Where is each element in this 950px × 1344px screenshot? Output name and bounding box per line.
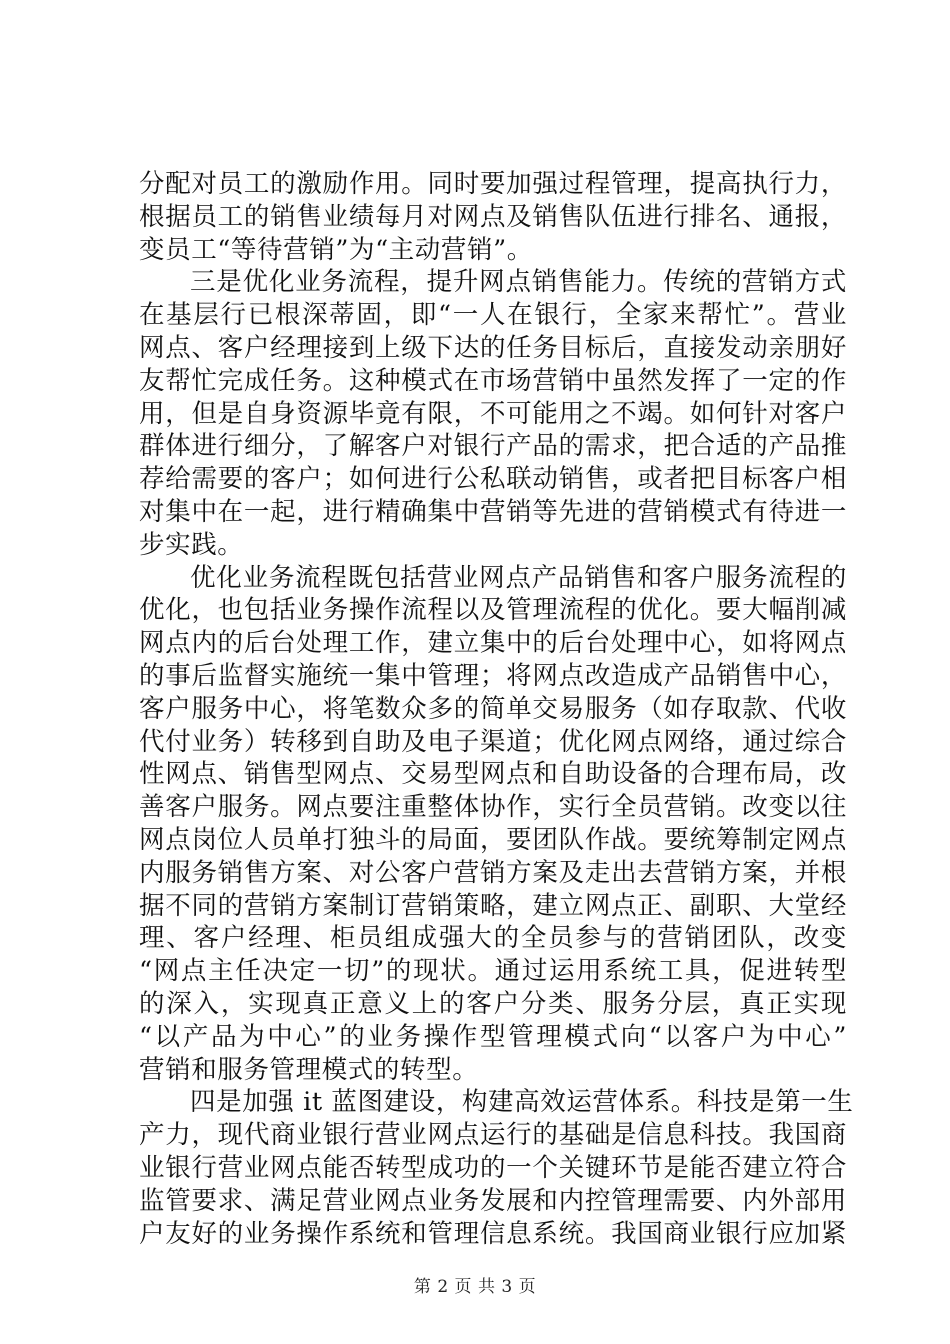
- text-line: 优化，也包括业务操作流程以及管理流程的优化。要大幅削减: [139, 595, 847, 626]
- paragraph: [139, 266, 847, 561]
- text-line: 四是加强 it 蓝图建设，构建高效运营体系。科技是第一生: [190, 1087, 854, 1118]
- text-line: 内服务销售方案、对公客户营销方案及走出去营销方案，并根: [139, 857, 847, 888]
- text-line: 营销和服务管理模式的转型。: [139, 1054, 479, 1085]
- text-line: 户友好的业务操作系统和管理信息系统。我国商业银行应加紧: [139, 1218, 847, 1249]
- text-line: 的深入，实现真正意义上的客户分类、服务分层，真正实现: [139, 988, 847, 1019]
- paragraph: [139, 562, 847, 1087]
- text-line: 理、客户经理、柜员组成强大的全员参与的营销团队，改变: [139, 923, 847, 954]
- document-body: [139, 168, 854, 1250]
- text-line: 业银行营业网点能否转型成功的一个关键环节是能否建立符合: [139, 1152, 847, 1183]
- text-line: 荐给需要的客户；如何进行公私联动销售，或者把目标客户相: [139, 464, 847, 495]
- text-line: 用，但是自身资源毕竟有限，不可能用之不竭。如何针对客户: [139, 398, 847, 429]
- text-line: 性网点、销售型网点、交易型网点和自助设备的合理布局，改: [139, 759, 847, 790]
- text-line: 三是优化业务流程，提升网点销售能力。传统的营销方式: [190, 267, 847, 298]
- text-line: 分配对员工的激励作用。同时要加强过程管理，提高执行力，: [139, 169, 847, 199]
- text-line: 网点内的后台处理工作，建立集中的后台处理中心，如将网点: [139, 628, 847, 659]
- text-line: 根据员工的销售业绩每月对网点及销售队伍进行排名、通报，: [139, 201, 847, 232]
- text-line: 网点岗位人员单打独斗的局面，要团队作战。要统筹制定网点: [139, 824, 847, 855]
- text-line: 产力，现代商业银行营业网点运行的基础是信息科技。我国商: [139, 1120, 847, 1151]
- paragraph: [139, 168, 847, 266]
- text-line: 变员工“等待营销”为“主动营销”。: [139, 234, 533, 265]
- paragraph: [139, 1086, 854, 1250]
- text-line: 网点、客户经理接到上级下达的任务目标后，直接发动亲朋好: [139, 332, 847, 363]
- page-footer: 第 2 页 共 3 页: [413, 1277, 537, 1297]
- text-line: 监管要求、满足营业网点业务发展和内控管理需要、内外部用: [139, 1185, 847, 1216]
- text-line: 代付业务）转移到自助及电子渠道；优化网点网络，通过综合: [139, 726, 847, 757]
- text-line: 的事后监督实施统一集中管理；将网点改造成产品销售中心，: [139, 660, 847, 691]
- text-line: “网点主任决定一切”的现状。通过运用系统工具，促进转型: [139, 956, 847, 987]
- text-line: 善客户服务。网点要注重整体协作，实行全员营销。改变以往: [139, 792, 847, 823]
- text-line: 在基层行已根深蒂固，即“一人在银行，全家来帮忙”。营业: [139, 300, 847, 331]
- text-line: 步实践。: [139, 529, 244, 560]
- text-line: 友帮忙完成任务。这种模式在市场营销中虽然发挥了一定的作: [139, 365, 847, 396]
- text-line: 群体进行细分，了解客户对银行产品的需求，把合适的产品推: [139, 431, 847, 462]
- text-line: 优化业务流程既包括营业网点产品销售和客户服务流程的: [190, 562, 847, 593]
- text-line: 据不同的营销方案制订营销策略，建立网点正、副职、大堂经: [139, 890, 847, 921]
- text-line: 对集中在一起，进行精确集中营销等先进的营销模式有待进一: [139, 496, 847, 527]
- text-line: 客户服务中心，将笔数众多的简单交易服务（如存取款、代收: [139, 693, 847, 724]
- text-line: “以产品为中心”的业务操作型管理模式向“以客户为中心”: [139, 1021, 847, 1052]
